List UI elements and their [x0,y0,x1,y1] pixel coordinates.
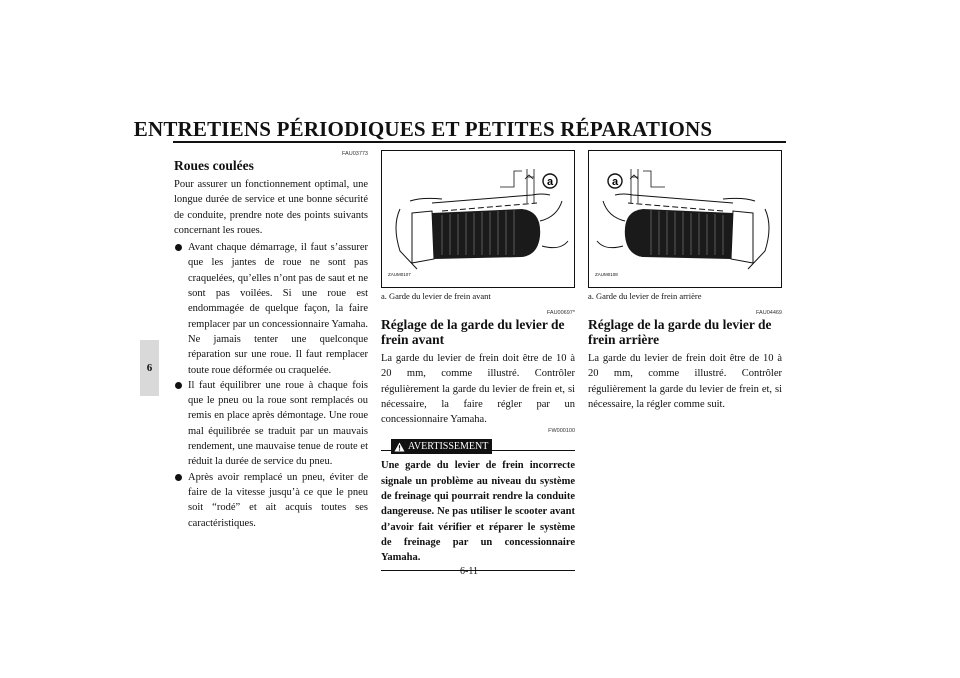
section-heading: Réglage de la garde du levier de frein avant [381,317,565,347]
front-brake-lever-figure [381,150,575,288]
bullet-list [174,240,368,531]
body-paragraph: La garde du levier de frein doit être de 10 à 20 mm, comme illustré. Contrôler régulièrement la garde du levier de frein et, si nécessaire, la régler comme suit. [588,353,782,410]
chapter-tab: 6 [140,340,159,396]
page-title: ENTRETIENS PÉRIODIQUES ET PETITES RÉPARATIONS [133,117,713,141]
warning-label: AVERTISSEMENT [408,441,489,453]
warning-box [381,439,575,571]
intro-paragraph: Pour assurer un fonctionnement optimal, une longue durée de service et une bonne sécurité de conduite, prendre note des points suivants concernant les roues. [174,179,368,236]
section-code: FAU00697* [546,310,575,316]
column-front-brake [381,150,575,571]
warning-label-badge [391,439,492,454]
rear-brake-lever-figure [588,150,782,288]
figure-caption: a. Garde du levier de frein arrière [588,291,702,301]
header-rule [173,141,786,143]
column-rear-brake [588,150,782,412]
warning-text: Une garde du levier de frein incorrecte signale un problème au niveau du système de freinage qui pourrait rendre la conduite dangereuse. Ne pas utiliser le scooter avant d’avoir fait vérifier et réparer le système de freinage par un concessionnaire Yamaha. [381,460,575,564]
page-number: 6-11 [460,566,478,577]
list-item: Avant chaque démarrage, il faut s’assurer que les jantes de roue ne sont pas craquelées, qu’elles n’ont pas de saut et ne sont pas voilées. Si une roue est endommagée de quelque façon, la faire remplacer par un concessionnaire Yamaha. Ne jamais tenter une quelconque réparation sur une roue. Il faut remplacer toute roue déformée ou craquelée. [174,240,368,378]
warning-triangle-icon [394,442,405,452]
warning-end-rule [381,570,575,572]
section-code: FAU03773 [342,151,368,157]
body-paragraph: La garde du levier de frein doit être de 10 à 20 mm, comme illustré. Contrôler régulièrement la garde du levier de frein et, si nécessaire, la faire régler par un concessionnaire Yamaha. [381,353,575,426]
section-heading: Roues coulées [174,158,254,173]
column-wheels [174,150,368,531]
section-heading: Réglage de la garde du levier de frein arrière [588,317,772,347]
figure-caption: a. Garde du levier de frein avant [381,291,491,301]
figure-label: a [546,176,554,188]
list-item: Il faut équilibrer une roue à chaque fois que le pneu ou la roue sont remplacés ou remis en place après démontage. Une roue mal équilibrée se traduit par un mauvais rendement, une mauvaise tenue de route et réduit la durée de service du pneu. [174,378,368,470]
rear-brake-lever-illustration [589,151,783,289]
figure-label: a [611,176,619,188]
list-item: Après avoir remplacé un pneu, éviter de faire de la vitesse jusqu’à ce que le pneu soit “rodé” et ait acquis toutes ses caractéristiques. [174,470,368,531]
warning-code: FW000100 [548,428,575,435]
front-brake-lever-illustration [382,151,576,289]
figure-code: ZAUM0108 [595,271,618,277]
section-code: FAU04469 [756,310,782,316]
figure-code: ZAUM0107 [388,271,411,277]
